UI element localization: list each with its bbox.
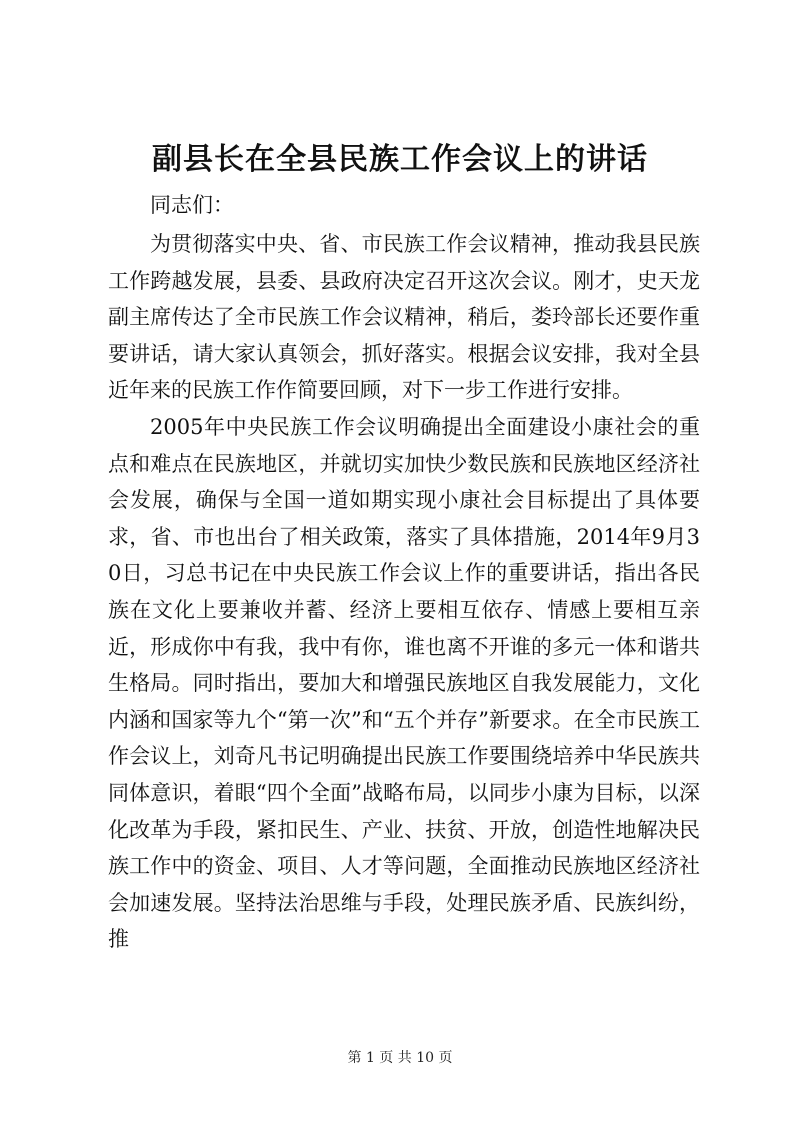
page-footer: 第 1 页 共 10 页 [347, 1050, 453, 1066]
document-body [108, 186, 700, 958]
paragraph-1: 为贯彻落实中央、省、市民族工作会议精神，推动我县民族工作跨越发展，县委、县政府决定召开这次会议。刚才，史天龙副主席传达了全市民族工作会议精神，稍后，娄玲部长还要作重要讲话，请大家认真领会，抓好落实。根据会议安排，我对全县近年来的民族工作作简要回顾，对下一步工作进行安排。 [108, 232, 700, 403]
document-title: 副县长在全县民族工作会议上的讲话 [152, 142, 648, 177]
paragraph-2: 2005年中央民族工作会议明确提出全面建设小康社会的重点和难点在民族地区，并就切实加快少数民族和民族地区经济社会发展，确保与全国一道如期实现小康社会目标提出了具体要求，省、市也出台了相关政策，落实了具体措施，2014年9月30日，习总书记在中央民族工作会议上作的重要讲话，指出各民族在文化上要兼收并蓄、经济上要相互依存、情感上要相互亲近，形成你中有我，我中有你，谁也离不开谁的多元一体和谐共生格局。同时指出，要加大和增强民族地区自我发展能力，文化内涵和国家等九个“第一次”和“五个并存”新要求。在全市民族工作会议上，刘奇凡书记明确提出民族工作要围绕培养中华民族共同体意识，着眼“四个全面”战略布局，以同步小康为目标，以深化改革为手段，紧扣民生、产业、扶贫、开放，创造性地解决民族工作中的资金、项目、人才等问题，全面推动民族地区经济社会加速发展。坚持法治思维与手段，处理民族矛盾、民族纠纷，推 [108, 414, 700, 952]
salutation: 同志们： [150, 193, 234, 217]
